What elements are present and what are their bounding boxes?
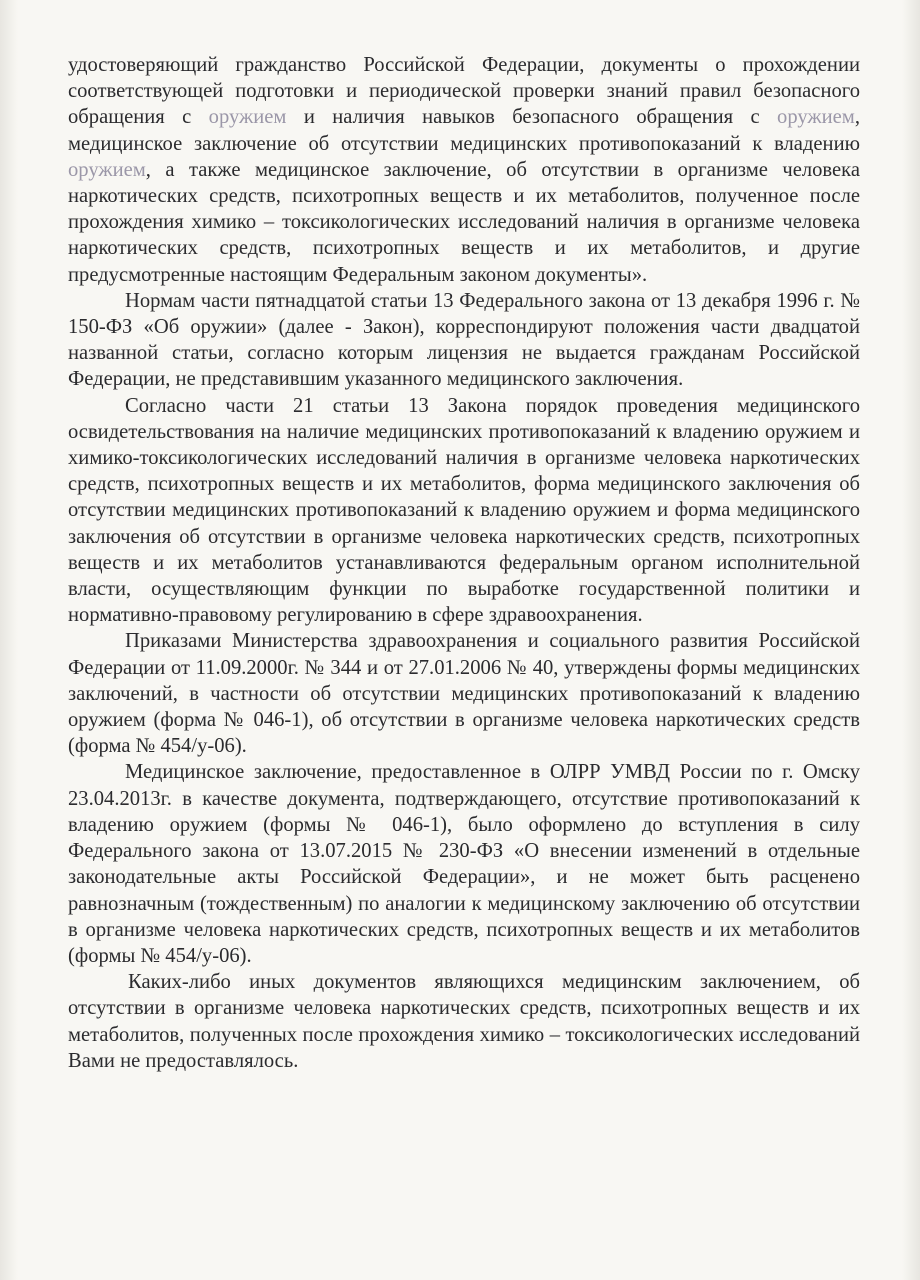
text-segment-faded: оружием [208, 106, 287, 129]
page-edge-left [0, 0, 18, 1280]
document-body [68, 52, 860, 1074]
page-edge-right [902, 0, 920, 1280]
text-segment-faded: оружием [68, 158, 146, 181]
text-segment: , медицинское заключение об отсутствии медицинских противопоказаний к владению [68, 106, 860, 155]
text-segment-faded: оружием [777, 106, 855, 129]
paragraph: Медицинское заключение, предоставленное в ОЛРР УМВД России по г. Омску 23.04.2013г. в качестве документа, подтверждающего, отсутствие противопоказаний к владению оружием (формы № 046-1), было оформлено до вступления в силу Федерального закона от 13.07.2015 № 230-ФЗ «О внесении изменений в отдельные законодательные акты Российской Федерации», и не может быть расценено равнозначным (тождественным) по аналогии к медицинскому заключению об отсутствии в организме человека наркотических средств, психотропных веществ и их метаболитов (формы № 454/у-06). [68, 761, 860, 967]
text-segment: , а также медицинское заключение, об отсутствии в организме человека наркотических средств, психотропных веществ и их метаболитов, полученное после прохождения химико – токсикологических исследований наличия в организме человека наркотических средств, психотропных веществ и их метаболитов, и другие предусмотренные настоящим Федеральным законом документы». [68, 158, 860, 286]
paragraph-continuation [68, 52, 860, 288]
text-segment: и наличия навыков безопасного обращения с [286, 106, 778, 129]
paragraph: Согласно части 21 статьи 13 Закона порядок проведения медицинского освидетельствования на наличие медицинских противопоказаний к владению оружием и химико-токсикологических исследований наличия в организме человека наркотических средств, психотропных веществ и их метаболитов, форма медицинского заключения об отсутствии медицинских противопоказаний к владению оружием и форма медицинского заключения об отсутствии в организме человека наркотических средств, психотропных веществ и их метаболитов устанавливаются федеральным органом исполнительной власти, осуществляющим функции по выработке государственной политики и нормативно-правовому регулированию в сфере здравоохранения. [68, 394, 860, 627]
text-segment: удостоверяющий гражданство Российской Федерации, документы о прохождении соответствующей подготовки и периодической проверки знаний правил безопасного обращения с [68, 54, 860, 129]
paragraph: Каких-либо иных документов являющихся медицинским заключением, об отсутствии в организме человека наркотических средств, психотропных веществ и их метаболитов, полученных после прохождения химико – токсикологических исследований Вами не предоставлялось. [68, 971, 860, 1072]
paragraph: Приказами Министерства здравоохранения и социального развития Российской Федерации от 11.09.2000г. № 344 и от 27.01.2006 № 40, утверждены формы медицинских заключений, в частности об отсутствии медицинских противопоказаний к владению оружием (форма № 046-1), об отсутствии в организме человека наркотических средств (форма № 454/у-06). [68, 630, 860, 758]
paragraph: Нормам части пятнадцатой статьи 13 Федерального закона от 13 декабря 1996 г. № 150-ФЗ «Об оружии» (далее - Закон), корреспондируют положения части двадцатой названной статьи, согласно которым лицензия не выдается гражданам Российской Федерации, не представившим указанного медицинского заключения. [68, 289, 860, 391]
